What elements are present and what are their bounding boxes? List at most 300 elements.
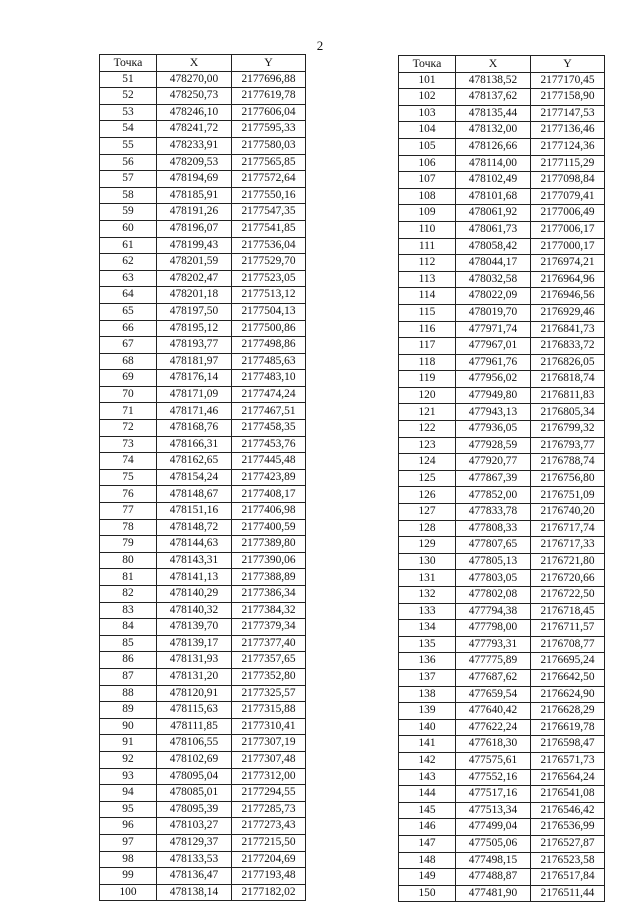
cell-point: 76 xyxy=(100,486,157,503)
coordinates-table-right xyxy=(398,55,605,902)
table-row xyxy=(399,852,605,869)
cell-point: 69 xyxy=(100,370,157,387)
table-row xyxy=(100,619,306,636)
cell-x: 477575,61 xyxy=(456,752,531,769)
cell-x: 477775,89 xyxy=(456,653,531,670)
table-row xyxy=(100,370,306,387)
table-row xyxy=(100,469,306,486)
cell-y: 2177377,40 xyxy=(232,635,306,652)
cell-y: 2176722,50 xyxy=(531,587,605,604)
cell-y: 2176841,73 xyxy=(531,321,605,338)
cell-y: 2176546,42 xyxy=(531,802,605,819)
cell-y: 2176826,05 xyxy=(531,354,605,371)
cell-point: 83 xyxy=(100,602,157,619)
table-row xyxy=(399,188,605,205)
header-y: Y xyxy=(232,55,306,72)
cell-point: 72 xyxy=(100,420,157,437)
cell-y: 2176711,57 xyxy=(531,620,605,637)
cell-y: 2177294,55 xyxy=(232,785,306,802)
cell-x: 477807,65 xyxy=(456,537,531,554)
cell-point: 97 xyxy=(100,834,157,851)
cell-point: 118 xyxy=(399,354,456,371)
table-row xyxy=(100,237,306,254)
cell-y: 2177315,88 xyxy=(232,702,306,719)
cell-point: 52 xyxy=(100,88,157,105)
cell-point: 127 xyxy=(399,504,456,521)
table-row xyxy=(399,769,605,786)
cell-point: 100 xyxy=(100,884,157,901)
cell-point: 103 xyxy=(399,105,456,122)
cell-point: 133 xyxy=(399,603,456,620)
cell-point: 79 xyxy=(100,536,157,553)
cell-x: 478250,73 xyxy=(157,88,232,105)
cell-point: 73 xyxy=(100,436,157,453)
table-row xyxy=(100,337,306,354)
cell-point: 86 xyxy=(100,652,157,669)
cell-point: 61 xyxy=(100,237,157,254)
cell-x: 477552,16 xyxy=(456,769,531,786)
table-row xyxy=(100,834,306,851)
header-x: X xyxy=(157,55,232,72)
cell-y: 2177079,41 xyxy=(531,188,605,205)
cell-x: 477618,30 xyxy=(456,736,531,753)
cell-point: 132 xyxy=(399,587,456,604)
table-row xyxy=(100,785,306,802)
cell-x: 477793,31 xyxy=(456,636,531,653)
cell-x: 477505,06 xyxy=(456,835,531,852)
cell-x: 477517,16 xyxy=(456,786,531,803)
cell-x: 478195,12 xyxy=(157,320,232,337)
cell-x: 477805,13 xyxy=(456,553,531,570)
header-point: Точка xyxy=(100,55,157,72)
cell-x: 478246,10 xyxy=(157,104,232,121)
cell-point: 136 xyxy=(399,653,456,670)
cell-x: 478197,50 xyxy=(157,303,232,320)
cell-x: 477833,78 xyxy=(456,504,531,521)
cell-y: 2176751,09 xyxy=(531,487,605,504)
table-row xyxy=(100,486,306,503)
table-row xyxy=(100,519,306,536)
table-row xyxy=(399,404,605,421)
cell-y: 2177406,98 xyxy=(232,503,306,520)
table-row xyxy=(100,552,306,569)
table-row xyxy=(100,503,306,520)
cell-x: 478140,32 xyxy=(157,602,232,619)
table-row xyxy=(399,819,605,836)
table-row xyxy=(399,686,605,703)
page-number: 2 xyxy=(316,38,324,53)
cell-y: 2177529,70 xyxy=(232,254,306,271)
cell-y: 2177572,64 xyxy=(232,171,306,188)
table-row xyxy=(399,437,605,454)
cell-x: 478143,31 xyxy=(157,552,232,569)
cell-x: 477971,74 xyxy=(456,321,531,338)
cell-y: 2177310,41 xyxy=(232,718,306,735)
cell-point: 93 xyxy=(100,768,157,785)
cell-point: 95 xyxy=(100,801,157,818)
cell-point: 78 xyxy=(100,519,157,536)
cell-x: 478101,68 xyxy=(456,188,531,205)
cell-x: 477513,34 xyxy=(456,802,531,819)
cell-y: 2177483,10 xyxy=(232,370,306,387)
table-row xyxy=(399,371,605,388)
table-row xyxy=(399,89,605,106)
cell-x: 477936,05 xyxy=(456,421,531,438)
cell-point: 129 xyxy=(399,537,456,554)
cell-point: 55 xyxy=(100,137,157,154)
cell-y: 2176929,46 xyxy=(531,304,605,321)
cell-point: 120 xyxy=(399,387,456,404)
table-row xyxy=(399,603,605,620)
table-row xyxy=(399,736,605,753)
cell-point: 134 xyxy=(399,620,456,637)
cell-x: 478144,63 xyxy=(157,536,232,553)
cell-point: 94 xyxy=(100,785,157,802)
cell-y: 2176598,47 xyxy=(531,736,605,753)
cell-point: 92 xyxy=(100,751,157,768)
cell-x: 478191,26 xyxy=(157,204,232,221)
cell-y: 2177390,06 xyxy=(232,552,306,569)
cell-point: 125 xyxy=(399,470,456,487)
table-row xyxy=(399,105,605,122)
cell-x: 478106,55 xyxy=(157,735,232,752)
table-row xyxy=(399,553,605,570)
table-row xyxy=(100,88,306,105)
table-row xyxy=(399,221,605,238)
cell-point: 84 xyxy=(100,619,157,636)
cell-y: 2176788,74 xyxy=(531,454,605,471)
cell-point: 51 xyxy=(100,71,157,88)
cell-y: 2177619,78 xyxy=(232,88,306,105)
cell-y: 2177445,48 xyxy=(232,453,306,470)
cell-point: 107 xyxy=(399,172,456,189)
table-row xyxy=(399,288,605,305)
cell-point: 140 xyxy=(399,719,456,736)
cell-y: 2176946,56 xyxy=(531,288,605,305)
table-row xyxy=(399,885,605,902)
table-row xyxy=(100,884,306,901)
cell-y: 2176974,21 xyxy=(531,255,605,272)
cell-point: 106 xyxy=(399,155,456,172)
cell-y: 2177458,35 xyxy=(232,420,306,437)
cell-y: 2177386,34 xyxy=(232,586,306,603)
cell-x: 478022,09 xyxy=(456,288,531,305)
cell-point: 148 xyxy=(399,852,456,869)
table-row xyxy=(100,818,306,835)
cell-y: 2177307,19 xyxy=(232,735,306,752)
cell-point: 108 xyxy=(399,188,456,205)
cell-x: 478132,00 xyxy=(456,122,531,139)
cell-y: 2176642,50 xyxy=(531,669,605,686)
table-row xyxy=(399,570,605,587)
table-row xyxy=(399,172,605,189)
table-row xyxy=(100,868,306,885)
cell-point: 117 xyxy=(399,338,456,355)
table-row xyxy=(399,138,605,155)
cell-y: 2177307,48 xyxy=(232,751,306,768)
cell-point: 87 xyxy=(100,668,157,685)
table-row xyxy=(100,353,306,370)
table-row xyxy=(399,653,605,670)
cell-point: 150 xyxy=(399,885,456,902)
cell-x: 478201,59 xyxy=(157,254,232,271)
cell-y: 2176527,87 xyxy=(531,835,605,852)
cell-x: 478115,63 xyxy=(157,702,232,719)
cell-point: 74 xyxy=(100,453,157,470)
header-x: X xyxy=(456,56,531,73)
cell-y: 2177453,76 xyxy=(232,436,306,453)
cell-y: 2177158,90 xyxy=(531,89,605,106)
cell-point: 96 xyxy=(100,818,157,835)
table-row xyxy=(399,802,605,819)
cell-y: 2176718,45 xyxy=(531,603,605,620)
cell-point: 139 xyxy=(399,703,456,720)
table-row xyxy=(399,537,605,554)
header-point: Точка xyxy=(399,56,456,73)
cell-x: 477798,00 xyxy=(456,620,531,637)
cell-x: 478102,69 xyxy=(157,751,232,768)
cell-y: 2177541,85 xyxy=(232,220,306,237)
cell-y: 2176541,08 xyxy=(531,786,605,803)
cell-x: 478129,37 xyxy=(157,834,232,851)
cell-x: 478202,47 xyxy=(157,270,232,287)
cell-point: 66 xyxy=(100,320,157,337)
cell-y: 2176740,20 xyxy=(531,504,605,521)
table-row xyxy=(100,386,306,403)
cell-point: 98 xyxy=(100,851,157,868)
cell-y: 2177523,05 xyxy=(232,270,306,287)
cell-y: 2177312,00 xyxy=(232,768,306,785)
cell-point: 62 xyxy=(100,254,157,271)
cell-point: 122 xyxy=(399,421,456,438)
cell-y: 2177193,48 xyxy=(232,868,306,885)
cell-x: 478095,04 xyxy=(157,768,232,785)
cell-x: 478148,67 xyxy=(157,486,232,503)
cell-point: 124 xyxy=(399,454,456,471)
table-row xyxy=(399,786,605,803)
cell-y: 2177136,46 xyxy=(531,122,605,139)
cell-x: 477802,08 xyxy=(456,587,531,604)
cell-point: 121 xyxy=(399,404,456,421)
cell-x: 478233,91 xyxy=(157,137,232,154)
cell-x: 478154,24 xyxy=(157,469,232,486)
table-row xyxy=(399,338,605,355)
cell-x: 477481,90 xyxy=(456,885,531,902)
table-row xyxy=(100,71,306,88)
cell-y: 2176833,72 xyxy=(531,338,605,355)
cell-point: 111 xyxy=(399,238,456,255)
cell-x: 478102,49 xyxy=(456,172,531,189)
cell-y: 2177379,34 xyxy=(232,619,306,636)
table-row xyxy=(100,137,306,154)
cell-point: 90 xyxy=(100,718,157,735)
cell-point: 65 xyxy=(100,303,157,320)
cell-point: 137 xyxy=(399,669,456,686)
cell-x: 478137,62 xyxy=(456,89,531,106)
cell-x: 478058,42 xyxy=(456,238,531,255)
cell-y: 2177352,80 xyxy=(232,668,306,685)
cell-x: 478133,53 xyxy=(157,851,232,868)
cell-point: 135 xyxy=(399,636,456,653)
table-row xyxy=(399,636,605,653)
cell-x: 478085,01 xyxy=(157,785,232,802)
cell-point: 102 xyxy=(399,89,456,106)
cell-x: 477659,54 xyxy=(456,686,531,703)
cell-y: 2177500,86 xyxy=(232,320,306,337)
cell-point: 112 xyxy=(399,255,456,272)
table-row xyxy=(100,718,306,735)
cell-y: 2177182,02 xyxy=(232,884,306,901)
cell-x: 478126,66 xyxy=(456,138,531,155)
cell-y: 2177400,59 xyxy=(232,519,306,536)
cell-y: 2177696,88 xyxy=(232,71,306,88)
cell-x: 477949,80 xyxy=(456,387,531,404)
cell-x: 477622,24 xyxy=(456,719,531,736)
cell-x: 477943,13 xyxy=(456,404,531,421)
table-row xyxy=(100,154,306,171)
cell-point: 147 xyxy=(399,835,456,852)
table-row xyxy=(100,220,306,237)
cell-y: 2176721,80 xyxy=(531,553,605,570)
table-row xyxy=(399,487,605,504)
cell-y: 2177357,65 xyxy=(232,652,306,669)
cell-x: 478138,52 xyxy=(456,72,531,89)
cell-x: 478044,17 xyxy=(456,255,531,272)
cell-point: 131 xyxy=(399,570,456,587)
table-row xyxy=(100,801,306,818)
cell-y: 2176708,77 xyxy=(531,636,605,653)
cell-point: 67 xyxy=(100,337,157,354)
cell-point: 149 xyxy=(399,869,456,886)
cell-x: 478241,72 xyxy=(157,121,232,138)
cell-point: 70 xyxy=(100,386,157,403)
table-row xyxy=(100,602,306,619)
cell-y: 2176619,78 xyxy=(531,719,605,736)
cell-y: 2176717,74 xyxy=(531,520,605,537)
cell-y: 2177006,17 xyxy=(531,221,605,238)
table-row xyxy=(399,255,605,272)
cell-point: 57 xyxy=(100,171,157,188)
table-row xyxy=(100,420,306,437)
cell-x: 478181,97 xyxy=(157,353,232,370)
cell-point: 146 xyxy=(399,819,456,836)
table-row xyxy=(100,453,306,470)
cell-y: 2176624,90 xyxy=(531,686,605,703)
table-row xyxy=(100,121,306,138)
cell-x: 477852,00 xyxy=(456,487,531,504)
cell-point: 138 xyxy=(399,686,456,703)
cell-x: 478162,65 xyxy=(157,453,232,470)
cell-y: 2177273,43 xyxy=(232,818,306,835)
cell-point: 91 xyxy=(100,735,157,752)
table-row xyxy=(399,520,605,537)
table-row xyxy=(100,187,306,204)
table-row xyxy=(100,254,306,271)
table-row xyxy=(100,287,306,304)
cell-y: 2176818,74 xyxy=(531,371,605,388)
cell-x: 478139,17 xyxy=(157,635,232,652)
cell-x: 478138,14 xyxy=(157,884,232,901)
table-row xyxy=(399,354,605,371)
cell-y: 2176799,32 xyxy=(531,421,605,438)
cell-x: 478168,76 xyxy=(157,420,232,437)
cell-y: 2177550,16 xyxy=(232,187,306,204)
cell-y: 2177389,80 xyxy=(232,536,306,553)
cell-point: 82 xyxy=(100,586,157,603)
cell-x: 478151,16 xyxy=(157,503,232,520)
cell-x: 477687,62 xyxy=(456,669,531,686)
cell-point: 141 xyxy=(399,736,456,753)
cell-x: 477640,42 xyxy=(456,703,531,720)
table-row xyxy=(399,271,605,288)
cell-x: 477967,01 xyxy=(456,338,531,355)
table-row xyxy=(399,205,605,222)
cell-y: 2177204,69 xyxy=(232,851,306,868)
table-row xyxy=(399,620,605,637)
table-row xyxy=(100,204,306,221)
cell-point: 89 xyxy=(100,702,157,719)
cell-point: 130 xyxy=(399,553,456,570)
cell-point: 71 xyxy=(100,403,157,420)
cell-x: 478201,18 xyxy=(157,287,232,304)
cell-point: 113 xyxy=(399,271,456,288)
table-row xyxy=(399,669,605,686)
cell-x: 478209,53 xyxy=(157,154,232,171)
cell-point: 53 xyxy=(100,104,157,121)
cell-x: 478176,14 xyxy=(157,370,232,387)
table-row xyxy=(399,421,605,438)
cell-y: 2176523,58 xyxy=(531,852,605,869)
cell-point: 144 xyxy=(399,786,456,803)
cell-point: 75 xyxy=(100,469,157,486)
table-row xyxy=(100,685,306,702)
table-row xyxy=(399,752,605,769)
table-row xyxy=(100,751,306,768)
cell-x: 477961,76 xyxy=(456,354,531,371)
cell-x: 478061,92 xyxy=(456,205,531,222)
cell-point: 59 xyxy=(100,204,157,221)
cell-y: 2176571,73 xyxy=(531,752,605,769)
cell-point: 114 xyxy=(399,288,456,305)
cell-x: 478140,29 xyxy=(157,586,232,603)
cell-x: 478199,43 xyxy=(157,237,232,254)
cell-y: 2177098,84 xyxy=(531,172,605,189)
cell-x: 478135,44 xyxy=(456,105,531,122)
cell-y: 2177384,32 xyxy=(232,602,306,619)
table-header-row xyxy=(399,56,605,73)
cell-x: 477488,87 xyxy=(456,869,531,886)
table-row xyxy=(100,652,306,669)
cell-point: 80 xyxy=(100,552,157,569)
table-row xyxy=(100,668,306,685)
cell-y: 2177325,57 xyxy=(232,685,306,702)
cell-y: 2176805,34 xyxy=(531,404,605,421)
cell-x: 478141,13 xyxy=(157,569,232,586)
cell-y: 2177170,45 xyxy=(531,72,605,89)
cell-point: 110 xyxy=(399,221,456,238)
table-row xyxy=(399,387,605,404)
cell-y: 2176756,80 xyxy=(531,470,605,487)
cell-point: 145 xyxy=(399,802,456,819)
table-header-row xyxy=(100,55,306,72)
table-row xyxy=(100,171,306,188)
cell-point: 58 xyxy=(100,187,157,204)
cell-point: 101 xyxy=(399,72,456,89)
cell-x: 478171,09 xyxy=(157,386,232,403)
cell-y: 2177485,63 xyxy=(232,353,306,370)
cell-x: 477928,59 xyxy=(456,437,531,454)
cell-point: 115 xyxy=(399,304,456,321)
